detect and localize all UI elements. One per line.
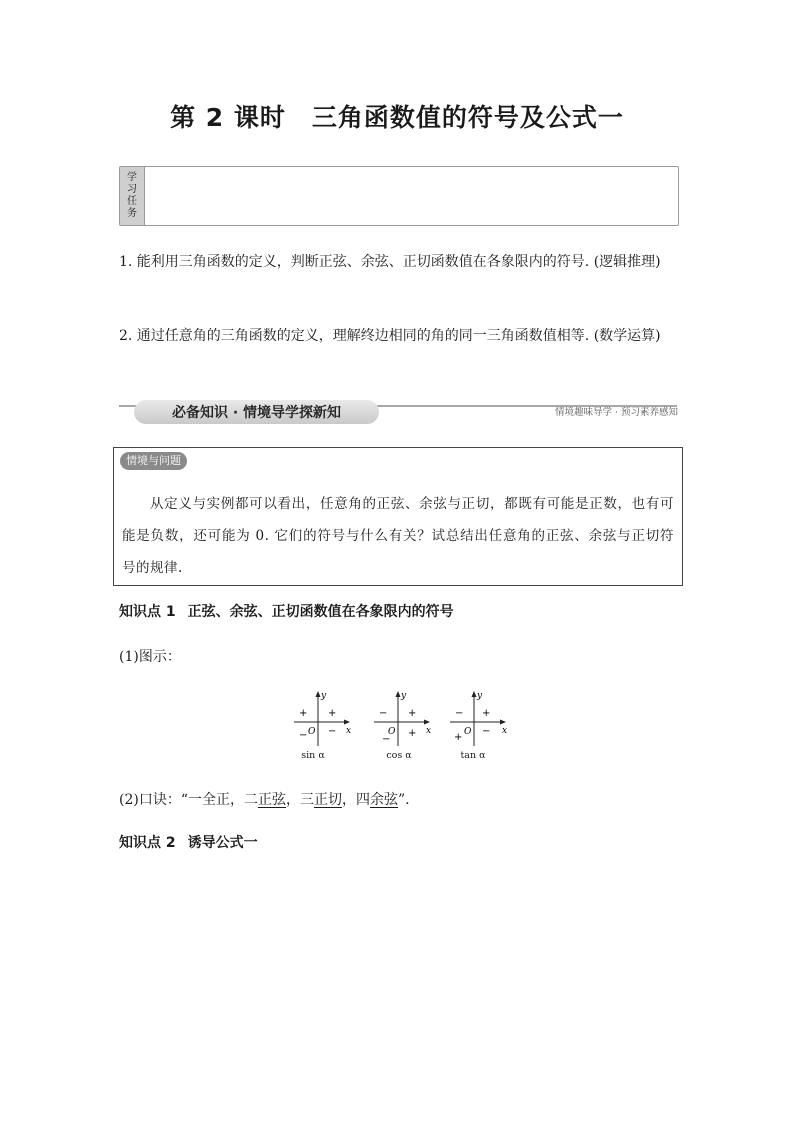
diagram-caption: sin α — [301, 750, 325, 761]
origin-label: O — [464, 727, 472, 737]
scenario-tag: 情境与问题 — [120, 452, 187, 470]
section-subtitle: 情境趣味导学 · 预习素养感知 — [554, 407, 678, 418]
diagram-label: (1)图示： — [119, 649, 181, 665]
section-banner: 必备知识 · 情境导学探新知 — [134, 400, 379, 424]
task-item-1: 1. 能利用三角函数的定义，判断正弦、余弦、正切函数值在各象限内的符号. (逻辑推理) — [119, 254, 661, 270]
quadrant-3-sign: − — [299, 730, 308, 741]
quadrant-1-sign: + — [482, 708, 491, 719]
quadrant-4-sign: − — [328, 726, 337, 737]
sign-diagram-sin — [290, 688, 356, 768]
sign-diagram-tan — [446, 688, 512, 768]
quadrant-1-sign: + — [408, 708, 417, 719]
x-axis-label: x — [426, 726, 432, 736]
diagram-caption: cos α — [386, 750, 412, 761]
x-axis-label: x — [502, 726, 508, 736]
quadrant-3-sign: + — [454, 732, 463, 743]
quadrant-2-sign: + — [299, 708, 308, 719]
mnemonic-line: (2)口诀：“一全正，二正弦，三正切，四余弦”. — [119, 792, 410, 808]
quadrant-4-sign: − — [482, 726, 491, 737]
mnemonic-sine: 正弦 — [258, 792, 286, 808]
mnemonic-cosine: 余弦 — [370, 792, 398, 808]
learning-task-box — [119, 166, 679, 226]
task-item-2: 2. 通过任意角的三角函数的定义，理解终边相同的角的同一三角函数值相等. (数学运算) — [119, 328, 661, 344]
y-axis-label: y — [477, 691, 483, 701]
x-axis-label: x — [346, 726, 352, 736]
quadrant-2-sign: − — [379, 708, 388, 719]
quadrant-4-sign: + — [408, 728, 417, 739]
knowledge-point-2-heading: 知识点 2 诱导公式一 — [119, 835, 258, 851]
title-lesson: 第 2 课时 — [170, 103, 286, 132]
scenario-box — [113, 447, 683, 586]
y-axis-label: y — [321, 691, 327, 701]
quadrant-3-sign: − — [382, 734, 391, 745]
mnemonic-tangent: 正切 — [314, 792, 342, 808]
origin-label: O — [388, 727, 396, 737]
y-axis-label: y — [401, 691, 407, 701]
learning-task-tab: 学 习 任 务 — [120, 167, 145, 225]
scenario-text: 从定义与实例都可以看出，任意角的正弦、余弦与正切，都既有可能是正数，也有可能是负数，还可能为 0. 它们的符号与什么有关？试总结出任意角的正弦、余弦与正切符号的规律. — [122, 496, 674, 576]
knowledge-point-1-heading: 知识点 1 正弦、余弦、正切函数值在各象限内的符号 — [119, 604, 454, 620]
sign-diagram-cos — [370, 688, 436, 768]
page-title — [0, 98, 794, 134]
origin-label: O — [308, 727, 316, 737]
quadrant-1-sign: + — [328, 708, 337, 719]
diagram-caption: tan α — [460, 750, 486, 761]
quadrant-2-sign: − — [455, 708, 464, 719]
title-topic: 三角函数值的符号及公式一 — [311, 103, 624, 132]
